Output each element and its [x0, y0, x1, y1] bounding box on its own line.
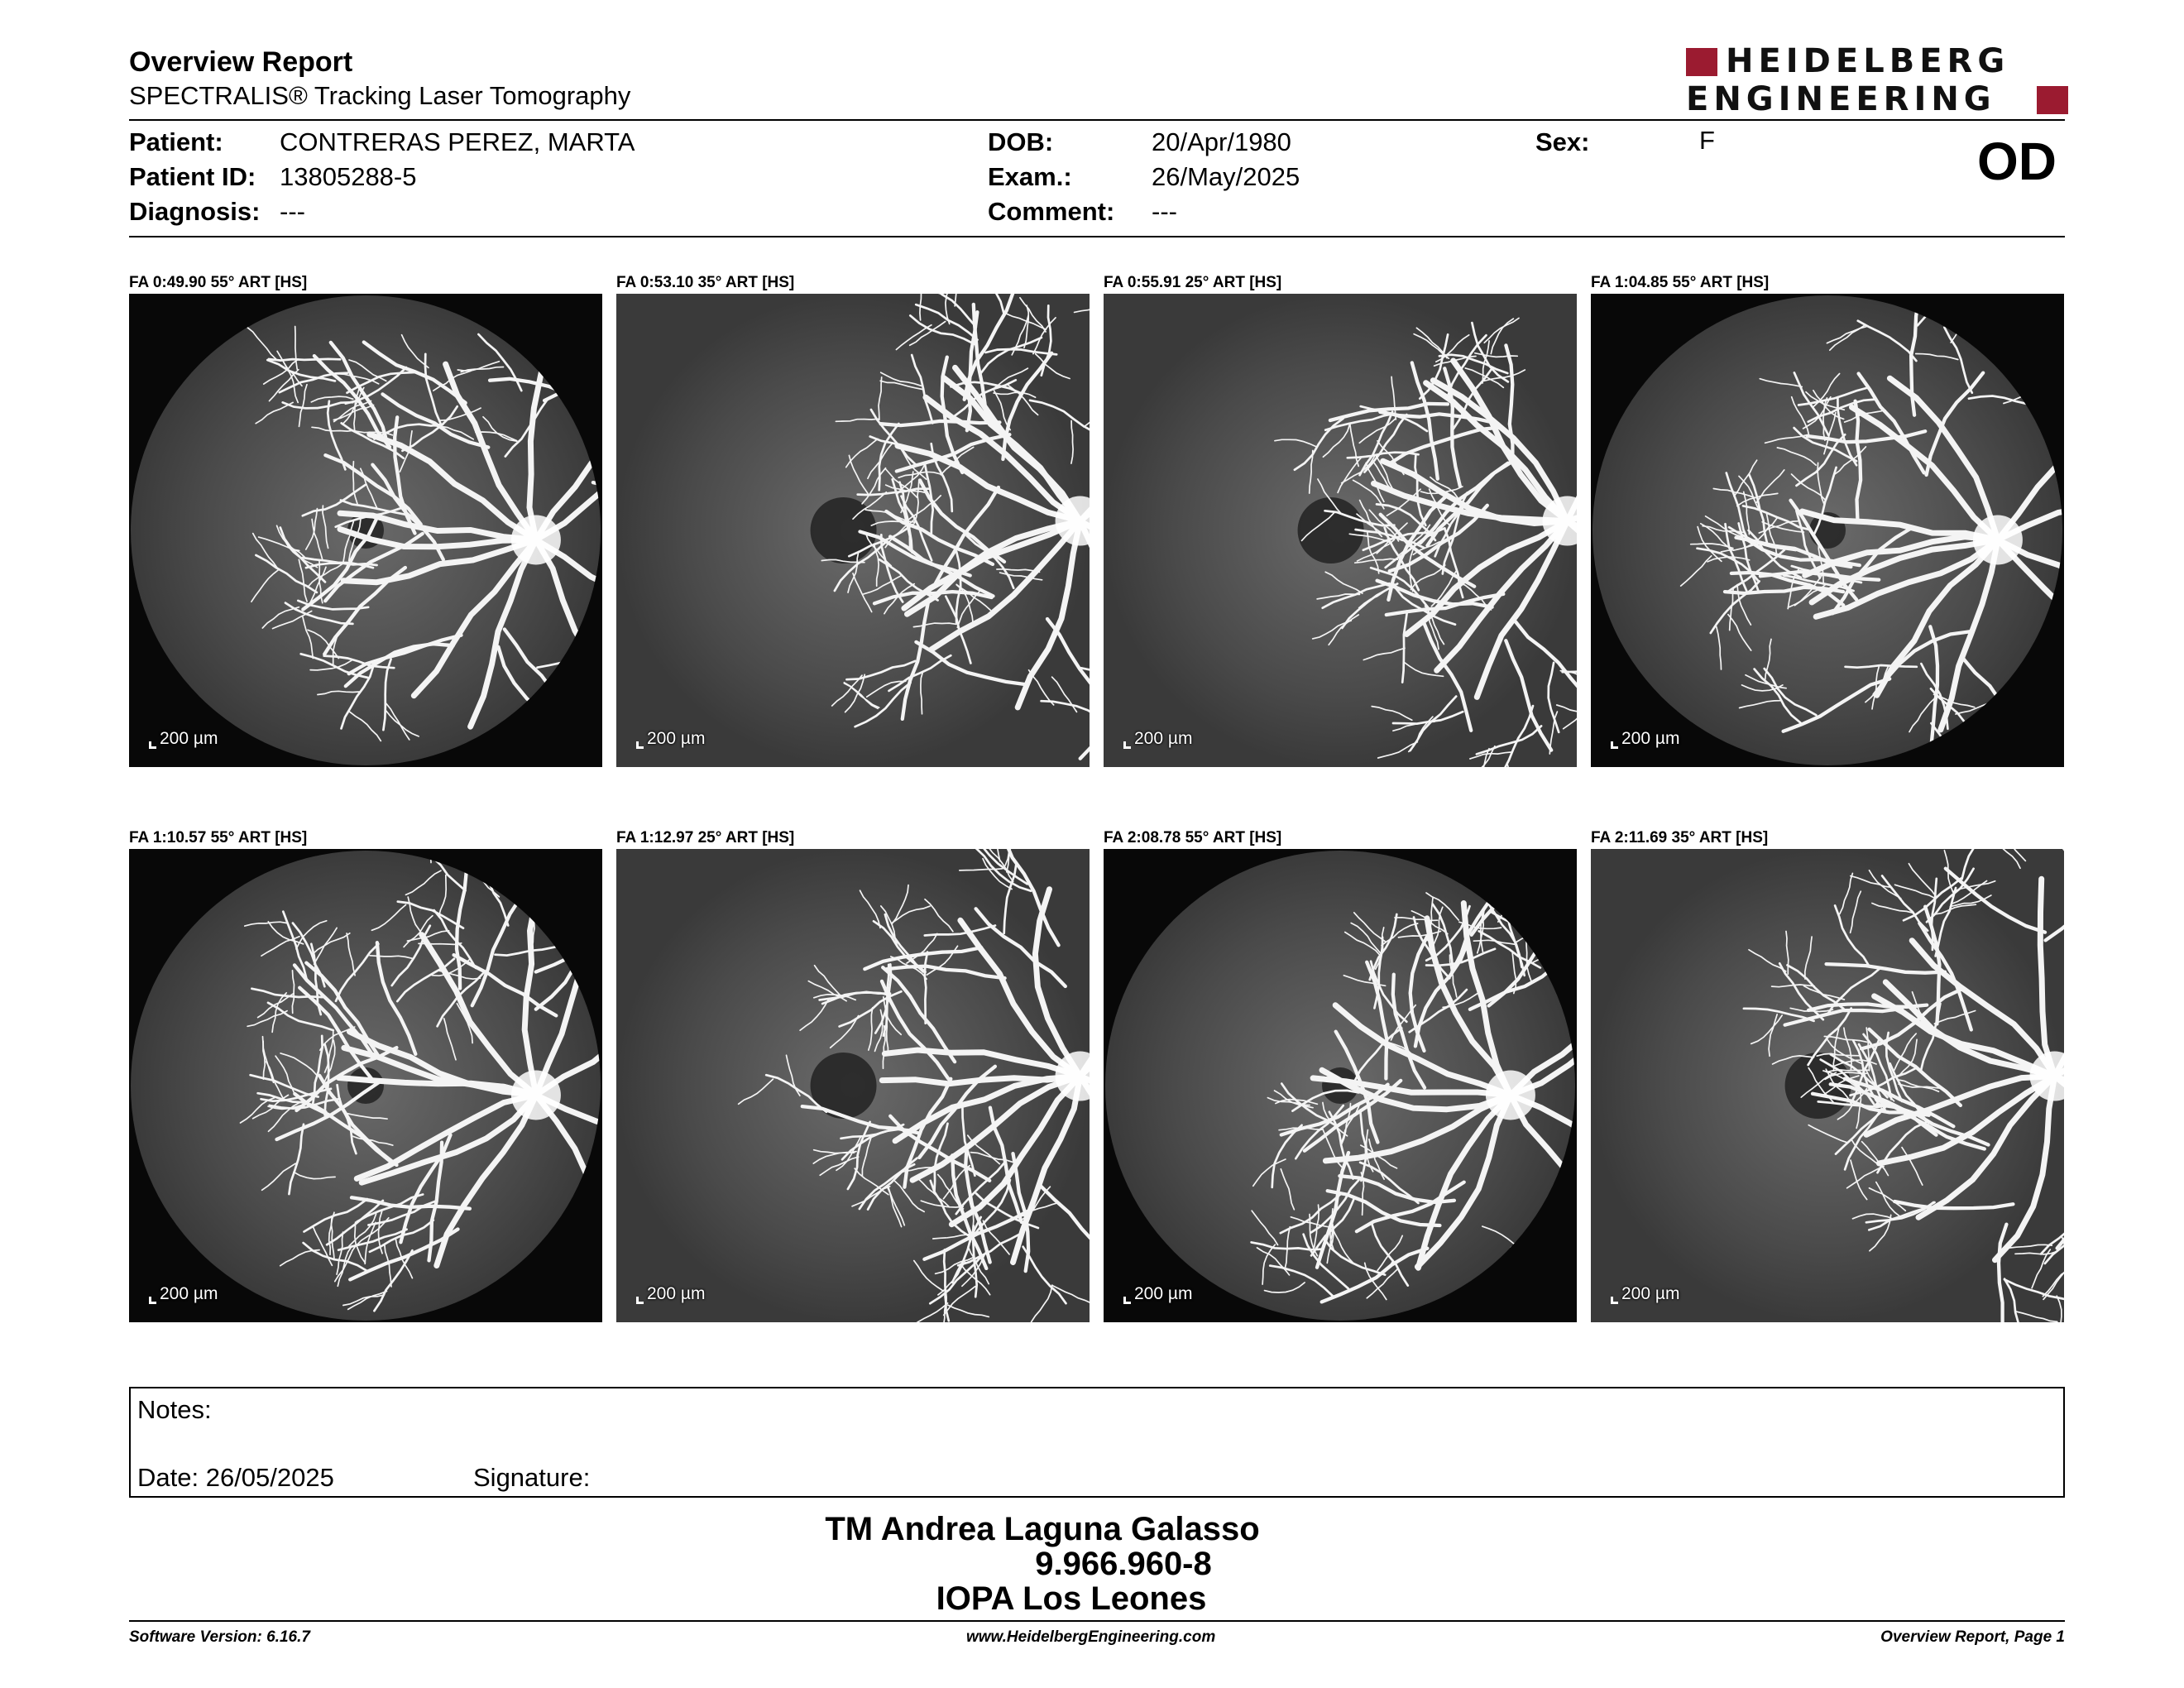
dob-value: 20/Apr/1980: [1152, 127, 1291, 156]
scale-label: 200 µm: [160, 1284, 218, 1303]
header-rule: [129, 119, 2065, 121]
scale-bar: [1611, 729, 1679, 749]
angiogram-image: [1591, 294, 2064, 767]
scale-bar: [636, 729, 705, 749]
signatory-institution: IOPA Los Leones: [936, 1580, 1207, 1617]
scale-marker-icon: [1123, 1297, 1131, 1304]
angiogram-image: [1104, 294, 1577, 767]
sex-value: F: [1699, 126, 1715, 155]
logo-line-1: HEIDELBERG: [1726, 42, 2010, 80]
image-caption: FA 1:12.97 25° ART [HS]: [616, 829, 795, 846]
heidelberg-logo: [1686, 42, 2068, 118]
comment-label: Comment:: [988, 197, 1115, 226]
scale-marker-icon: [1611, 1297, 1618, 1304]
scale-marker-icon: [636, 1297, 644, 1304]
exam-label: Exam.:: [988, 162, 1072, 191]
scale-label: 200 µm: [1621, 729, 1680, 748]
notes-label: Notes:: [137, 1395, 212, 1424]
logo-square-icon: [1686, 48, 1717, 76]
signature-label: Signature:: [473, 1463, 591, 1492]
image-caption: FA 0:49.90 55° ART [HS]: [129, 274, 308, 291]
patient-id-label: Patient ID:: [129, 162, 256, 191]
scale-label: 200 µm: [647, 729, 706, 748]
image-caption: FA 2:11.69 35° ART [HS]: [1591, 829, 1769, 846]
image-caption: FA 1:10.57 55° ART [HS]: [129, 829, 308, 846]
image-caption: FA 1:04.85 55° ART [HS]: [1591, 274, 1770, 291]
software-version: Software Version: 6.16.7: [129, 1628, 310, 1646]
scale-label: 200 µm: [1134, 729, 1193, 748]
angiogram-image: [616, 849, 1090, 1322]
dob-label: DOB:: [988, 127, 1054, 156]
report-subtitle: SPECTRALIS® Tracking Laser Tomography: [129, 81, 631, 110]
scale-bar: [1123, 729, 1192, 749]
notes-date: Date: 26/05/2025: [137, 1463, 334, 1492]
diagnosis-value: ---: [280, 197, 305, 226]
eye-laterality: OD: [1977, 132, 2057, 191]
scale-marker-icon: [1611, 741, 1618, 749]
footer-rule: [129, 1620, 2065, 1622]
notes-box: [129, 1387, 2065, 1498]
scale-label: 200 µm: [1134, 1284, 1193, 1303]
logo-square-icon: [2037, 86, 2068, 114]
image-caption: FA 0:53.10 35° ART [HS]: [616, 274, 795, 291]
scale-marker-icon: [149, 741, 156, 749]
signatory-name: TM Andrea Laguna Galasso: [825, 1511, 1260, 1547]
diagnosis-label: Diagnosis:: [129, 197, 261, 226]
logo-line-2: ENGINEERING: [1686, 80, 1996, 118]
patient-id: 13805288-5: [280, 162, 417, 191]
scale-label: 200 µm: [1621, 1284, 1680, 1303]
report-title: Overview Report: [129, 46, 353, 78]
image-caption: FA 0:55.91 25° ART [HS]: [1104, 274, 1282, 291]
scale-label: 200 µm: [647, 1284, 706, 1303]
patient-rule: [129, 236, 2065, 237]
page-number: Overview Report, Page 1: [1880, 1628, 2065, 1646]
scale-bar: [1611, 1284, 1679, 1304]
exam-date: 26/May/2025: [1152, 162, 1300, 191]
sex-label: Sex:: [1535, 127, 1590, 156]
angiogram-image: [1104, 849, 1577, 1322]
angiogram-image: [129, 849, 602, 1322]
scale-bar: [636, 1284, 705, 1304]
website-link[interactable]: www.HeidelbergEngineering.com: [966, 1628, 1216, 1646]
angiogram-image: [616, 294, 1090, 767]
comment-value: ---: [1152, 197, 1177, 226]
scale-bar: [149, 1284, 218, 1304]
scale-bar: [149, 729, 218, 749]
patient-label: Patient:: [129, 127, 223, 156]
image-caption: FA 2:08.78 55° ART [HS]: [1104, 829, 1282, 846]
scale-label: 200 µm: [160, 729, 218, 748]
angiogram-image: [1591, 849, 2064, 1322]
signatory-id: 9.966.960-8: [1035, 1546, 1212, 1582]
scale-bar: [1123, 1284, 1192, 1304]
scale-marker-icon: [149, 1297, 156, 1304]
angiogram-image: [129, 294, 602, 767]
scale-marker-icon: [1123, 741, 1131, 749]
patient-name: CONTRERAS PEREZ, MARTA: [280, 127, 635, 156]
scale-marker-icon: [636, 741, 644, 749]
